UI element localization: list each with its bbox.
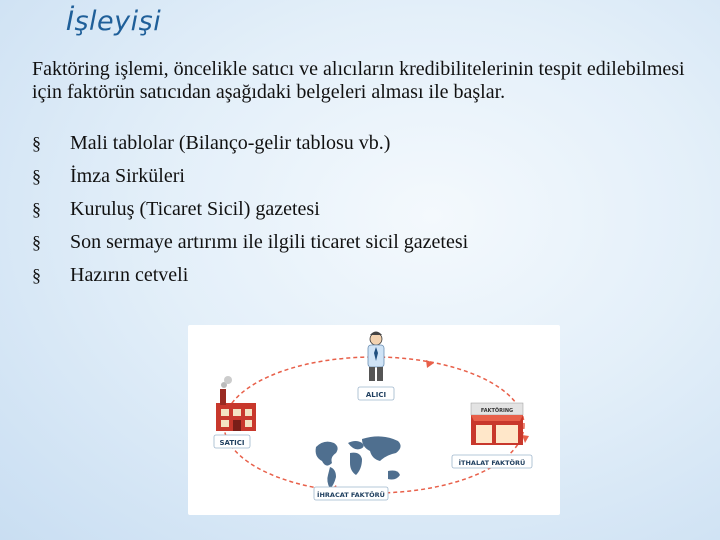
factoring-cycle-illustration — [188, 325, 560, 515]
list-item — [32, 127, 468, 160]
bullet-icon: § — [32, 166, 41, 186]
bullet-icon: § — [32, 133, 41, 153]
bullet-icon: § — [32, 265, 41, 285]
list-item-text: Son sermaye artırımı ile ilgili ticaret sicil gazetesi — [70, 231, 469, 253]
list-item — [32, 160, 468, 193]
seller-label: SATICI — [219, 439, 245, 447]
document-list — [32, 127, 468, 292]
list-item-text: Mali tablolar (Bilanço-gelir tablosu vb.) — [70, 132, 391, 154]
list-item — [32, 259, 468, 292]
import-factor-label: İTHALAT FAKTÖRÜ — [458, 459, 526, 467]
arrow-icon — [426, 360, 434, 368]
arrow-icon — [522, 435, 529, 443]
list-item-text: Kuruluş (Ticaret Sicil) gazetesi — [70, 198, 320, 220]
bullet-icon: § — [32, 232, 41, 252]
list-item — [32, 226, 468, 259]
list-item-text: Hazırın cetveli — [70, 264, 189, 286]
buyer-person-icon — [368, 332, 384, 382]
buyer-label: ALICI — [365, 391, 387, 399]
world-map-icon — [316, 436, 401, 489]
export-factor-label: İHRACAT FAKTÖRÜ — [317, 491, 385, 499]
intro-paragraph: Faktöring işlemi, öncelikle satıcı ve alıcıların kredibilitelerinin tespit edilebilmesi için faktörün satıcıdan aşağıdaki belgeleri alması ile başlar. — [32, 58, 685, 103]
store-sign-label: FAKTÖRING — [480, 408, 514, 414]
list-item-text: İmza Sirküleri — [70, 165, 185, 187]
factoring-diagram — [188, 325, 560, 515]
list-item — [32, 193, 468, 226]
bullet-icon: § — [32, 199, 41, 219]
slide-title: İşleyişi — [66, 6, 162, 37]
seller-factory-icon — [216, 376, 256, 431]
